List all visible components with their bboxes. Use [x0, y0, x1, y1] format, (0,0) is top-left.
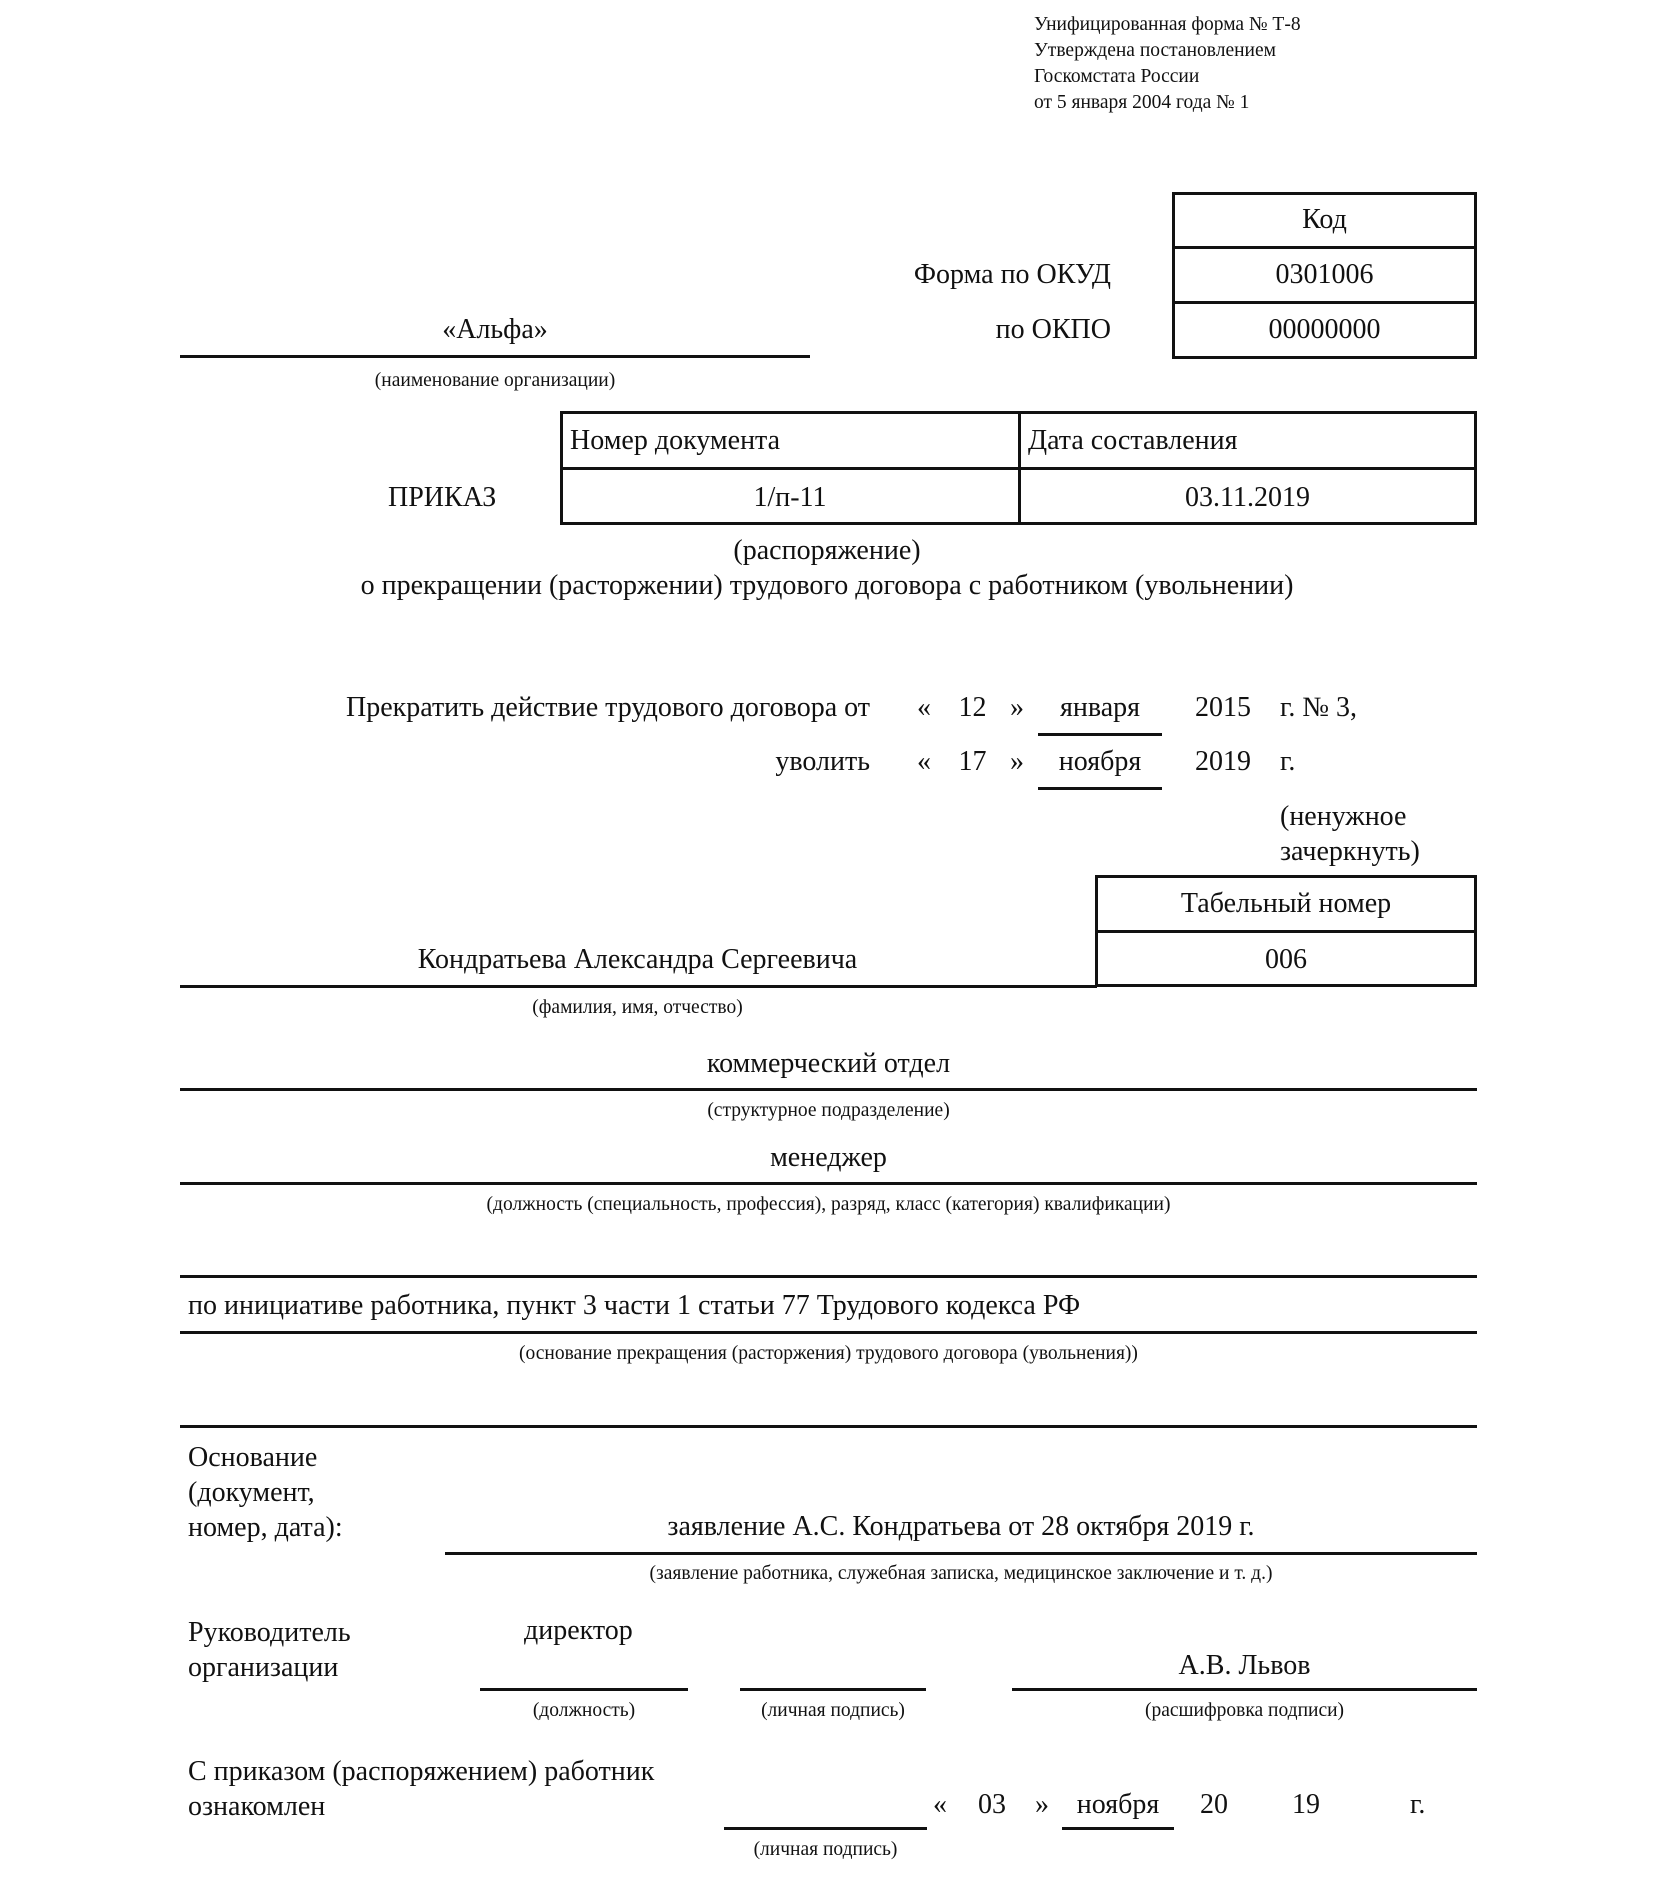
acknowledge-label-line-1: С приказом (распоряжением) работник	[188, 1756, 655, 1787]
head-label-line-1: Руководитель	[188, 1617, 351, 1648]
acknowledge-day: 03	[978, 1789, 1006, 1820]
basis-label	[188, 1440, 343, 1545]
okud-label: Форма по ОКУД	[913, 259, 1111, 290]
contract-number: г. № 3,	[1280, 692, 1358, 723]
okpo-code: 00000000	[1268, 314, 1381, 345]
codes-table-divider-1	[1172, 246, 1477, 249]
department-underline	[180, 1088, 1477, 1091]
head-position-caption: (должность)	[532, 1700, 636, 1721]
acknowledge-year-prefix: 20	[1200, 1789, 1228, 1820]
acknowledge-quote-open: «	[933, 1789, 947, 1820]
employee-name-caption: (фамилия, имя, отчество)	[532, 997, 743, 1018]
contract-quote-open: «	[917, 692, 931, 723]
basis-label-line-2: (документ,	[188, 1477, 315, 1508]
head-signature-name: А.В. Львов	[1178, 1650, 1311, 1681]
grounds-caption: (основание прекращения (расторжения) трудового договора (увольнения))	[519, 1343, 1138, 1364]
position-caption: (должность (специальность, профессия), разряд, класс (категория) квалификации)	[486, 1194, 1171, 1215]
acknowledge-label-line-2: ознакомлен	[188, 1791, 326, 1822]
tab-number-value: 006	[1265, 944, 1307, 975]
acknowledge-signature-caption: (личная подпись)	[753, 1839, 898, 1860]
strike-note-line-2: зачеркнуть)	[1280, 836, 1420, 867]
employee-full-name: Кондратьева Александра Сергеевича	[417, 944, 858, 975]
termination-grounds: по инициативе работника, пункт 3 части 1 статьи 77 Трудового кодекса РФ	[188, 1290, 1081, 1321]
dismiss-year-suffix: г.	[1280, 746, 1296, 777]
acknowledge-quote-close: »	[1035, 1789, 1049, 1820]
document-number: 1/п-11	[753, 482, 827, 513]
acknowledge-signature-line	[724, 1827, 927, 1830]
document-number-header: Номер документа	[570, 425, 781, 456]
department-caption: (структурное подразделение)	[707, 1100, 950, 1121]
organization-name: «Альфа»	[442, 314, 548, 345]
form-approval-block	[1034, 12, 1301, 116]
employee-name-underline	[180, 985, 1097, 988]
acknowledge-month: ноября	[1076, 1789, 1160, 1820]
codes-table-divider-2	[1172, 301, 1477, 304]
head-label	[188, 1615, 351, 1685]
grounds-underline	[180, 1331, 1477, 1334]
contract-quote-close: »	[1010, 692, 1024, 723]
position-underline	[180, 1182, 1477, 1185]
basis-top-line	[180, 1425, 1477, 1428]
dismiss-year: 2019	[1195, 746, 1251, 777]
basis-label-line-3: номер, дата):	[188, 1512, 343, 1543]
basis-caption: (заявление работника, служебная записка, медицинское заключение и т. д.)	[649, 1563, 1273, 1584]
dismiss-label: уволить	[775, 746, 870, 777]
basis-label-line-1: Основание	[188, 1442, 318, 1473]
contract-label: Прекратить действие трудового договора от	[345, 692, 870, 723]
basis-underline	[445, 1552, 1477, 1555]
acknowledge-year-suffix: 19	[1292, 1789, 1320, 1820]
grounds-blank-line	[180, 1275, 1477, 1278]
dismiss-quote-close: »	[1010, 746, 1024, 777]
contract-month-underline	[1038, 733, 1162, 736]
okpo-label: по ОКПО	[995, 314, 1111, 345]
document-subtitle-order-type: (распоряжение)	[733, 535, 921, 566]
head-position: директор	[524, 1615, 633, 1646]
head-label-line-2: организации	[188, 1652, 339, 1683]
dismiss-quote-open: «	[917, 746, 931, 777]
document-date-header: Дата составления	[1028, 425, 1238, 456]
position: менеджер	[770, 1142, 887, 1173]
organization-caption: (наименование организации)	[374, 370, 616, 391]
dismiss-month-underline	[1038, 787, 1162, 790]
form-approval-line-4: от 5 января 2004 года № 1	[1034, 92, 1250, 113]
head-name-underline	[1012, 1688, 1477, 1691]
contract-month: января	[1059, 692, 1141, 723]
acknowledge-year-unit: г.	[1410, 1789, 1426, 1820]
head-position-underline	[480, 1688, 688, 1691]
strike-note-line-1: (ненужное	[1280, 801, 1407, 832]
document-title: ПРИКАЗ	[388, 482, 497, 513]
form-approval-line-1: Унифицированная форма № Т-8	[1034, 14, 1301, 35]
basis-document: заявление А.С. Кондратьева от 28 октября 2019 г.	[667, 1511, 1255, 1542]
acknowledge-month-underline	[1062, 1827, 1174, 1830]
acknowledge-label	[188, 1754, 654, 1824]
head-signature-line	[740, 1688, 926, 1691]
dismiss-day: 17	[958, 746, 987, 777]
contract-day: 12	[958, 692, 987, 723]
head-signature-caption: (личная подпись)	[761, 1700, 905, 1721]
organization-name-underline	[180, 355, 810, 358]
document-subtitle: о прекращении (расторжении) трудового договора с работником (увольнении)	[360, 570, 1294, 601]
department: коммерческий отдел	[706, 1048, 951, 1079]
form-approval-line-2: Утверждена постановлением	[1034, 40, 1276, 61]
tab-number-divider	[1095, 930, 1477, 933]
dismiss-month: ноября	[1058, 746, 1142, 777]
form-approval-line-3: Госкомстата России	[1034, 66, 1200, 87]
document-date: 03.11.2019	[1185, 482, 1310, 513]
tab-number-header: Табельный номер	[1180, 888, 1392, 919]
codes-header: Код	[1302, 204, 1347, 235]
head-name-caption: (расшифровка подписи)	[1144, 1700, 1345, 1721]
contract-year: 2015	[1195, 692, 1251, 723]
okud-code: 0301006	[1275, 259, 1374, 290]
